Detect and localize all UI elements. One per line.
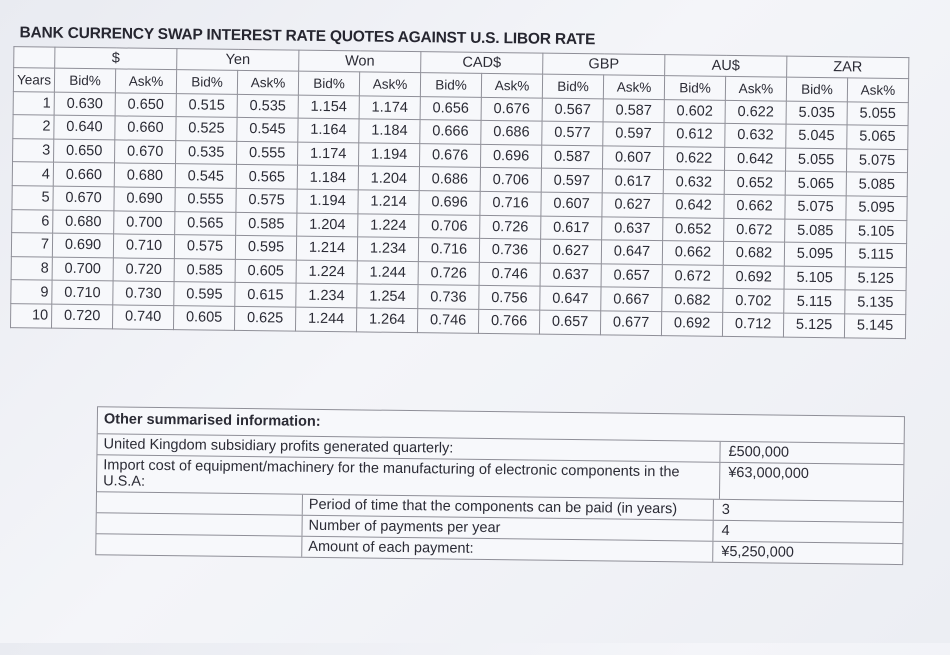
rate-cell: 0.595	[235, 236, 296, 260]
rate-cell: 0.726	[480, 215, 541, 239]
rate-cell: 0.706	[480, 168, 541, 192]
rate-cell: 5.115	[784, 289, 845, 313]
rate-cell: 1.174	[359, 95, 420, 119]
rate-cell: 0.607	[541, 192, 602, 216]
payment-period-label: Period of time that the components can be paid (in years)	[303, 495, 714, 520]
rate-cell: 0.670	[115, 140, 176, 164]
rate-cell: 0.662	[662, 241, 723, 265]
summary-heading: Other summarised information:	[98, 407, 904, 444]
rate-cell: 0.605	[174, 306, 235, 330]
year-cell: 5	[12, 186, 53, 210]
ask-header: Ask%	[481, 73, 542, 97]
rate-cell: 0.660	[53, 163, 114, 187]
rate-cell: 5.065	[847, 125, 908, 149]
rate-cell: 0.647	[601, 240, 662, 264]
uk-profits-value: £500,000	[728, 443, 790, 461]
rate-cell: 0.710	[52, 281, 113, 305]
year-cell: 9	[11, 280, 52, 304]
rate-cell: 1.174	[298, 142, 359, 166]
rate-cell: 0.567	[542, 98, 603, 122]
rate-cell: 0.657	[601, 264, 662, 288]
rate-cell: 0.627	[540, 239, 601, 263]
payment-amount-value: ¥5,250,000	[721, 543, 794, 561]
rate-cell: 1.214	[296, 236, 357, 260]
rate-cell: 0.597	[603, 122, 664, 146]
uk-profits-label: United Kingdom subsidiary profits generated quarterly:	[97, 434, 720, 462]
rate-cell: 5.095	[784, 242, 845, 266]
bid-header: Bid%	[298, 71, 359, 95]
rate-cell: 0.676	[481, 97, 542, 121]
rate-cell: 0.657	[539, 310, 600, 334]
rate-cell: 0.740	[113, 305, 174, 329]
rate-cell: 1.214	[358, 190, 419, 214]
rate-cell: 0.587	[542, 145, 603, 169]
rate-cell: 0.637	[602, 216, 663, 240]
bid-header: Bid%	[420, 73, 481, 97]
rate-cell: 0.680	[114, 163, 175, 187]
rate-cell: 1.224	[358, 213, 419, 237]
rate-cell: 0.615	[235, 283, 296, 307]
rate-cell: 1.154	[298, 95, 359, 119]
rate-cell: 0.736	[418, 285, 479, 309]
currency-header-gbp: GBP	[543, 53, 665, 75]
bid-header: Bid%	[176, 70, 237, 94]
bid-header: Bid%	[786, 77, 847, 101]
rate-cell: 5.065	[785, 171, 846, 195]
rate-cell: 1.254	[357, 284, 418, 308]
rate-cell: 0.612	[664, 123, 725, 147]
payments-per-year-value: 4	[721, 522, 730, 539]
currency-header-cad: CAD$	[421, 52, 543, 74]
rate-cell: 0.642	[663, 194, 724, 218]
rate-cell: 0.652	[724, 171, 785, 195]
rate-cell: 0.535	[176, 140, 237, 164]
rate-cell: 0.712	[722, 312, 783, 336]
currency-header-zar: ZAR	[787, 56, 909, 78]
rate-cell: 0.585	[236, 212, 297, 236]
rate-cell: 0.680	[53, 210, 114, 234]
year-cell: 7	[11, 233, 52, 257]
year-cell: 8	[11, 256, 52, 280]
currency-header-won: Won	[299, 50, 421, 72]
rate-cell: 0.555	[237, 141, 298, 165]
rate-cell: 0.702	[723, 289, 784, 313]
rate-cell: 0.617	[602, 169, 663, 193]
rate-cell: 0.587	[603, 98, 664, 122]
rate-cell: 5.055	[785, 148, 846, 172]
bid-header: Bid%	[664, 76, 725, 100]
year-cell: 4	[12, 162, 53, 186]
rate-cell: 1.234	[357, 237, 418, 261]
rate-cell: 0.706	[419, 214, 480, 238]
rate-cell: 0.696	[481, 144, 542, 168]
rate-cell: 0.607	[603, 146, 664, 170]
payment-amount-label: Amount of each payment:	[302, 537, 713, 562]
rate-cell: 0.690	[52, 233, 113, 257]
rate-cell: 0.667	[601, 287, 662, 311]
rate-cell: 0.627	[602, 193, 663, 217]
rate-cell: 0.672	[662, 264, 723, 288]
rate-cell: 5.115	[845, 243, 906, 267]
rate-cell: 0.595	[174, 282, 235, 306]
rate-cell: 0.690	[114, 187, 175, 211]
currency-header-aud: AU$	[665, 55, 787, 77]
ask-header: Ask%	[115, 69, 176, 93]
rate-cell: 1.244	[357, 261, 418, 285]
rate-cell: 0.716	[418, 238, 479, 262]
rate-cell: 0.682	[662, 288, 723, 312]
rate-cell: 0.515	[176, 93, 237, 117]
rate-cell: 0.656	[420, 96, 481, 120]
rate-cell: 5.085	[846, 172, 907, 196]
rate-cell: 0.647	[540, 286, 601, 310]
rate-cell: 1.264	[357, 308, 418, 332]
rate-cell: 1.194	[359, 143, 420, 167]
rate-cell: 0.545	[175, 164, 236, 188]
rate-cell: 0.720	[52, 304, 113, 328]
rate-cell: 0.632	[663, 170, 724, 194]
rate-cell: 0.630	[54, 92, 115, 116]
currency-header-blank	[14, 47, 55, 68]
rate-cell: 5.105	[784, 266, 845, 290]
year-cell: 1	[13, 91, 54, 115]
rate-cell: 1.224	[296, 260, 357, 284]
rate-cell: 0.670	[53, 186, 114, 210]
rate-cell: 0.692	[661, 312, 722, 336]
ask-header: Ask%	[725, 76, 786, 100]
rate-cell: 0.525	[176, 117, 237, 141]
rate-cell: 0.575	[174, 235, 235, 259]
rate-cell: 0.622	[725, 100, 786, 124]
rate-cell: 0.710	[113, 234, 174, 258]
rate-cell: 0.686	[419, 167, 480, 191]
rate-cell: 0.625	[235, 306, 296, 330]
rate-cell: 5.075	[846, 149, 907, 173]
rate-cell: 0.565	[236, 165, 297, 189]
blank-cell	[96, 513, 302, 536]
rate-cell: 0.602	[664, 99, 725, 123]
year-cell: 3	[13, 138, 54, 162]
rate-cell: 0.660	[115, 116, 176, 140]
rate-cell: 0.726	[418, 261, 479, 285]
rate-cell: 0.692	[723, 265, 784, 289]
ask-header: Ask%	[237, 70, 298, 94]
rate-cell: 1.204	[297, 213, 358, 237]
rate-cell: 1.184	[297, 166, 358, 190]
summary-info-box	[95, 406, 905, 565]
ask-header: Ask%	[603, 75, 664, 99]
rate-cell: 5.095	[846, 196, 907, 220]
payment-period-value: 3	[721, 501, 731, 518]
rate-cell: 0.696	[419, 191, 480, 215]
rate-cell: 5.105	[846, 219, 907, 243]
blank-cell	[96, 534, 302, 557]
rate-cell: 1.184	[359, 119, 420, 143]
rate-cell: 0.585	[174, 258, 235, 282]
rate-cell: 0.565	[175, 211, 236, 235]
rate-cell: 0.575	[236, 188, 297, 212]
rate-cell: 0.535	[237, 94, 298, 118]
year-cell: 6	[12, 209, 53, 233]
rate-cell: 0.666	[420, 120, 481, 144]
rate-cell: 0.682	[723, 242, 784, 266]
rate-cell: 5.035	[786, 101, 847, 125]
rate-cell: 0.617	[541, 216, 602, 240]
years-header: Years	[13, 68, 54, 92]
rate-cell: 5.085	[785, 219, 846, 243]
rate-cell: 0.640	[54, 115, 115, 139]
rate-cell: 0.730	[113, 281, 174, 305]
rate-cell: 0.700	[52, 257, 113, 281]
rate-cell: 0.555	[175, 188, 236, 212]
rate-cell: 5.075	[785, 195, 846, 219]
year-cell: 2	[13, 115, 54, 139]
rate-cell: 1.194	[297, 189, 358, 213]
rate-cell: 0.632	[725, 124, 786, 148]
import-cost-value: ¥63,000,000	[728, 464, 810, 482]
rate-cell: 0.720	[113, 258, 174, 282]
rate-cell: 1.234	[296, 283, 357, 307]
rate-cell: 5.045	[786, 124, 847, 148]
rate-cell: 0.736	[479, 239, 540, 263]
bid-header: Bid%	[542, 74, 603, 98]
currency-header-usd: $	[55, 47, 177, 69]
swap-rates-table	[10, 46, 909, 338]
rate-cell: 0.545	[237, 118, 298, 142]
table-title: BANK CURRENCY SWAP INTEREST RATE QUOTES AGAINST U.S. LIBOR RATE	[19, 24, 596, 49]
rate-cell: 5.055	[847, 101, 908, 125]
rate-cell: 0.650	[115, 93, 176, 117]
rate-cell: 1.164	[298, 118, 359, 142]
blank-cell	[97, 492, 303, 515]
rate-cell: 0.642	[724, 147, 785, 171]
rate-cell: 0.677	[600, 311, 661, 335]
rate-cell: 5.135	[845, 290, 906, 314]
rate-cell: 0.597	[541, 169, 602, 193]
bid-header: Bid%	[54, 68, 115, 92]
rate-cell: 0.637	[540, 263, 601, 287]
rate-cell: 1.204	[358, 166, 419, 190]
rate-cell: 0.756	[479, 286, 540, 310]
rate-cell: 1.244	[296, 307, 357, 331]
rate-cell: 0.672	[724, 218, 785, 242]
rate-cell: 0.700	[114, 210, 175, 234]
ask-header: Ask%	[359, 72, 420, 96]
rate-cell: 0.605	[235, 259, 296, 283]
currency-header-yen: Yen	[177, 49, 299, 71]
rate-cell: 0.676	[420, 143, 481, 167]
rate-cell: 0.622	[664, 146, 725, 170]
rate-cell: 0.686	[481, 121, 542, 145]
rate-cell: 5.125	[845, 267, 906, 291]
rate-cell: 0.766	[478, 309, 539, 333]
rate-cell: 5.125	[783, 313, 844, 337]
payments-per-year-label: Number of payments per year	[302, 516, 713, 541]
rate-cell: 0.716	[480, 191, 541, 215]
import-cost-label: Import cost of equipment/machinery for the manufacturing of electronic components in the U.S.A:	[97, 455, 720, 499]
year-cell: 10	[11, 304, 52, 328]
rate-cell: 0.650	[54, 139, 115, 163]
rate-cell: 0.662	[724, 194, 785, 218]
rate-cell: 0.746	[418, 309, 479, 333]
rate-cell: 0.577	[542, 121, 603, 145]
rate-cell: 0.746	[479, 262, 540, 286]
rate-cell: 5.145	[844, 314, 905, 338]
rate-cell: 0.652	[663, 217, 724, 241]
ask-header: Ask%	[847, 78, 908, 102]
